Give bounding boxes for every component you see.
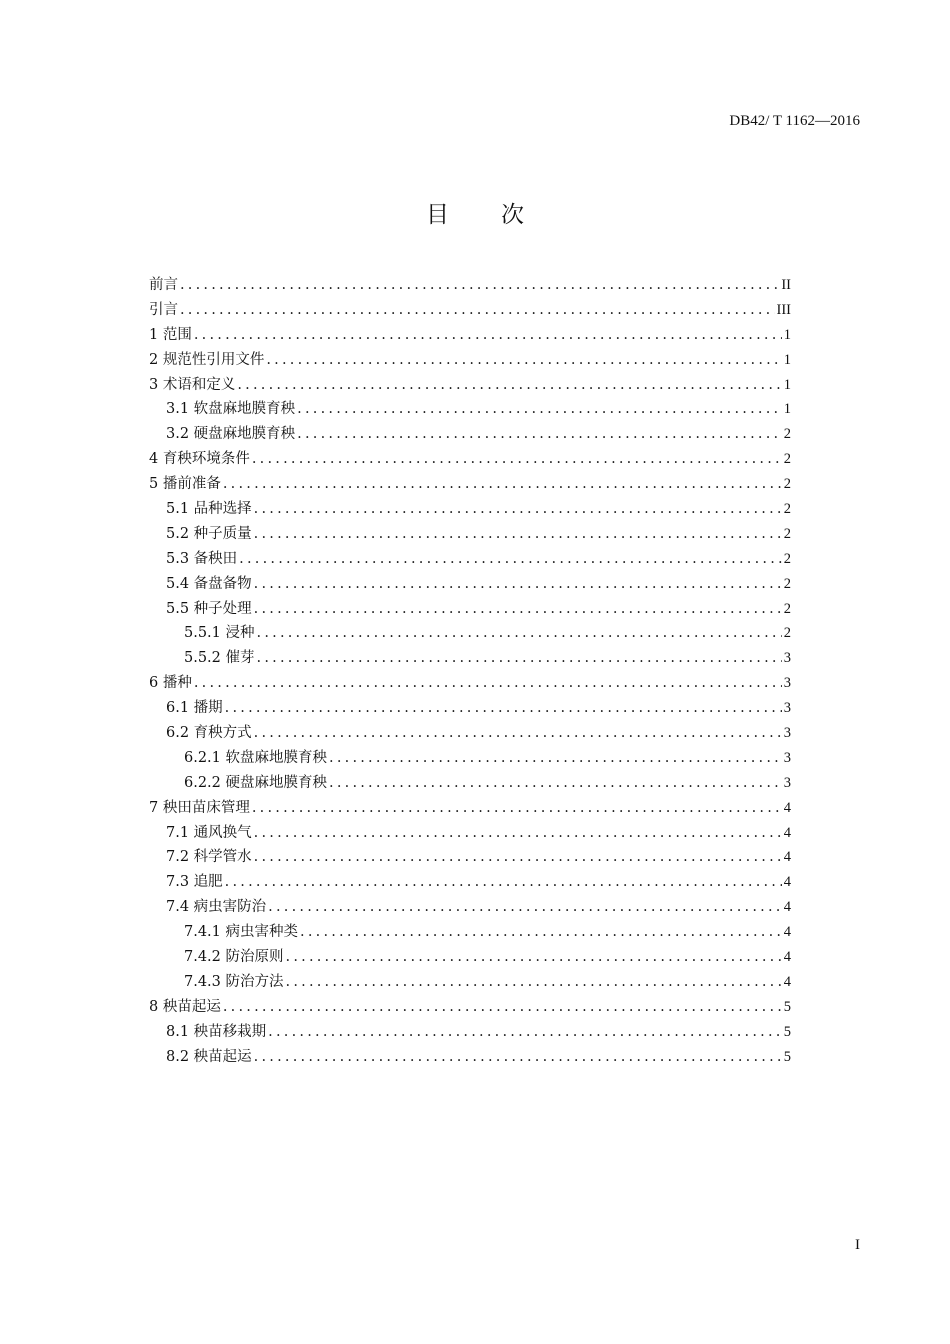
toc-leader-dots: [329, 775, 782, 791]
toc-entry-page: 3: [783, 700, 791, 717]
toc-leader-dots: [254, 825, 782, 841]
toc-leader-dots: [237, 377, 781, 393]
toc-entry[interactable]: [149, 970, 791, 995]
toc-leader-dots: [254, 601, 782, 617]
toc-entry-label: 5.3 备秧田: [166, 550, 238, 567]
toc-leader-dots: [257, 650, 782, 666]
toc-entry-label: 8.2 秧苗起运: [166, 1048, 252, 1065]
toc-entry-page: 3: [783, 650, 791, 667]
table-of-contents: [149, 273, 791, 1070]
toc-entry[interactable]: [149, 796, 791, 821]
toc-leader-dots: [252, 800, 782, 816]
toc-entry-page: 2: [783, 476, 791, 493]
toc-entry-page: 3: [783, 725, 791, 742]
toc-entry[interactable]: [149, 746, 791, 771]
toc-entry-page: 2: [783, 451, 791, 468]
toc-leader-dots: [223, 999, 782, 1015]
toc-leader-dots: [297, 401, 782, 417]
toc-entry-page: 3: [783, 774, 791, 791]
toc-leader-dots: [329, 750, 782, 766]
toc-entry[interactable]: [149, 397, 791, 422]
page-number: I: [855, 1237, 860, 1253]
toc-entry[interactable]: [149, 821, 791, 846]
toc-entry[interactable]: [149, 348, 791, 373]
toc-entry-label: 5.5.2 催芽: [184, 650, 255, 667]
toc-entry-label: 2 规范性引用文件: [149, 351, 265, 368]
toc-entry-label: 5.5 种子处理: [166, 600, 252, 617]
toc-entry-label: 5.1 品种选择: [166, 501, 252, 518]
toc-leader-dots: [254, 1049, 782, 1065]
toc-entry-page: 5: [783, 1023, 791, 1040]
toc-entry-page: 2: [783, 550, 791, 567]
toc-entry-label: 3 术语和定义: [149, 376, 236, 393]
toc-leader-dots: [300, 924, 782, 940]
toc-entry-page: 4: [783, 874, 791, 891]
toc-entry-page: II: [781, 277, 791, 293]
toc-entry-label: 7.4.3 防治方法: [184, 973, 284, 990]
toc-leader-dots: [194, 327, 782, 343]
toc-entry-page: 2: [783, 426, 791, 443]
toc-leader-dots: [239, 551, 782, 567]
toc-entry[interactable]: [149, 522, 791, 547]
toc-entry-label: 8.1 秧苗移栽期: [166, 1023, 267, 1040]
toc-entry-page: 1: [783, 401, 791, 418]
toc-entry[interactable]: [149, 621, 791, 646]
toc-entry-label: 3.2 硬盘麻地膜育秧: [166, 426, 296, 443]
toc-entry-page: 1: [783, 376, 791, 393]
toc-entry-page: 5: [783, 998, 791, 1015]
toc-entry-label: 8 秧苗起运: [149, 998, 221, 1015]
toc-entry[interactable]: [149, 671, 791, 696]
toc-entry-page: 1: [783, 351, 791, 368]
toc-entry-label: 7.2 科学管水: [166, 849, 252, 866]
toc-entry-page: 3: [783, 675, 791, 692]
toc-entry-label: 前言: [149, 277, 178, 293]
toc-entry-page: 5: [783, 1048, 791, 1065]
toc-entry-label: 6.2.1 软盘麻地膜育秧: [184, 749, 328, 766]
toc-entry-page: 4: [783, 924, 791, 941]
toc-entry[interactable]: [149, 845, 791, 870]
toc-entry-label: 7.3 追肥: [166, 874, 223, 891]
toc-entry[interactable]: [149, 870, 791, 895]
toc-entry-page: 4: [783, 949, 791, 966]
page-title: 目次: [426, 202, 576, 228]
toc-leader-dots: [225, 700, 782, 716]
toc-entry-page: 2: [783, 525, 791, 542]
document-code: DB42/ T 1162—2016: [729, 113, 860, 129]
toc-entry-page: III: [776, 301, 791, 318]
toc-entry-label: 5 播前准备: [149, 476, 221, 493]
toc-entry[interactable]: [149, 597, 791, 622]
toc-leader-dots: [254, 576, 782, 592]
toc-entry[interactable]: [149, 472, 791, 497]
toc-entry-label: 7 秧田苗床管理: [149, 799, 250, 816]
toc-entry-label: 引言: [149, 301, 178, 318]
toc-entry[interactable]: [149, 945, 791, 970]
toc-entry[interactable]: [149, 771, 791, 796]
toc-leader-dots: [225, 874, 782, 890]
toc-entry[interactable]: [149, 497, 791, 522]
toc-entry-page: 4: [783, 849, 791, 866]
toc-leader-dots: [254, 849, 782, 865]
toc-leader-dots: [252, 451, 782, 467]
toc-entry-label: 3.1 软盘麻地膜育秧: [166, 401, 296, 418]
toc-leader-dots: [223, 476, 782, 492]
toc-leader-dots: [254, 725, 782, 741]
toc-entry-page: 1: [783, 326, 791, 343]
toc-entry-label: 4 育秧环境条件: [149, 451, 250, 468]
toc-leader-dots: [297, 426, 782, 442]
toc-leader-dots: [268, 1024, 782, 1040]
toc-entry-label: 5.4 备盘备物: [166, 575, 252, 592]
toc-entry-label: 1 范围: [149, 326, 192, 343]
toc-leader-dots: [268, 899, 782, 915]
toc-entry-page: 2: [783, 625, 791, 642]
toc-entry[interactable]: [149, 447, 791, 472]
toc-entry-label: 6.2.2 硬盘麻地膜育秧: [184, 774, 328, 791]
toc-leader-dots: [254, 526, 782, 542]
toc-entry-label: 7.4 病虫害防治: [166, 899, 267, 916]
toc-leader-dots: [254, 501, 782, 517]
toc-entry-label: 7.4.1 病虫害种类: [184, 924, 299, 941]
toc-entry[interactable]: [149, 646, 791, 671]
toc-entry[interactable]: [149, 895, 791, 920]
toc-entry-label: 6.2 育秧方式: [166, 725, 252, 742]
toc-entry[interactable]: [149, 323, 791, 348]
toc-entry-label: 7.1 通风换气: [166, 824, 252, 841]
toc-entry-label: 5.2 种子质量: [166, 525, 252, 542]
toc-leader-dots: [286, 949, 782, 965]
toc-entry[interactable]: [149, 1020, 791, 1045]
toc-leader-dots: [257, 625, 782, 641]
toc-entry[interactable]: [149, 572, 791, 597]
toc-entry-label: 6.1 播期: [166, 700, 223, 717]
toc-entry[interactable]: [149, 1045, 791, 1070]
toc-leader-dots: [286, 974, 782, 990]
toc-entry-page: 2: [783, 501, 791, 518]
toc-entry[interactable]: [149, 422, 791, 447]
toc-entry-page: 2: [783, 600, 791, 617]
toc-entry[interactable]: [149, 696, 791, 721]
toc-entry-page: 4: [783, 899, 791, 916]
toc-entry-page: 4: [783, 799, 791, 816]
toc-entry[interactable]: [149, 298, 791, 323]
toc-entry-page: 4: [783, 824, 791, 841]
toc-leader-dots: [266, 352, 781, 368]
toc-entry-label: 6 播种: [149, 675, 192, 692]
toc-entry[interactable]: [149, 995, 791, 1020]
toc-entry[interactable]: [149, 547, 791, 572]
toc-leader-dots: [180, 302, 775, 318]
toc-entry[interactable]: [149, 920, 791, 945]
toc-entry-page: 3: [783, 749, 791, 766]
toc-entry-page: 4: [783, 973, 791, 990]
toc-entry[interactable]: [149, 721, 791, 746]
toc-entry-label: 5.5.1 浸种: [184, 625, 255, 642]
toc-leader-dots: [180, 277, 779, 293]
toc-entry[interactable]: [149, 373, 791, 398]
toc-leader-dots: [194, 675, 782, 691]
toc-entry[interactable]: [149, 273, 791, 298]
toc-entry-page: 2: [783, 575, 791, 592]
toc-entry-label: 7.4.2 防治原则: [184, 949, 284, 966]
